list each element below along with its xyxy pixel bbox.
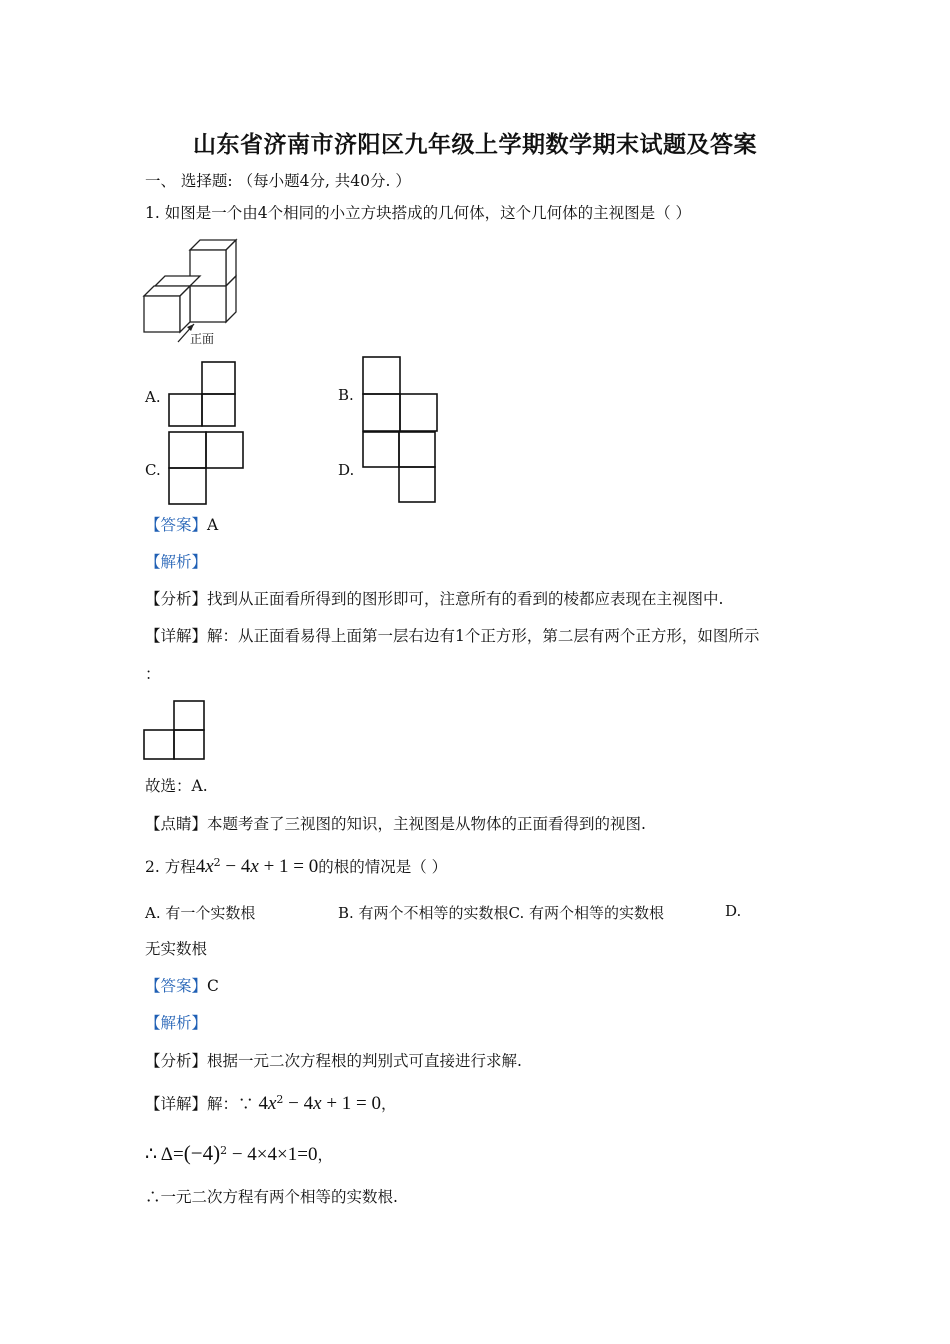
- q2-fenxi: [145, 1051, 522, 1071]
- q2-answer: [145, 976, 219, 996]
- q2-detail-prefix: 解：∵: [207, 1095, 254, 1113]
- q2-detail-rest-b: + 1 = 0: [321, 1093, 381, 1114]
- q2-delta-sup: 2: [220, 1143, 228, 1157]
- q2-detail-x: x: [267, 1093, 277, 1114]
- q2-detail-comma: ，: [381, 1095, 397, 1113]
- q2-analysis-tag: 【解析】: [145, 1014, 208, 1032]
- q1-detail-cont: ：: [145, 665, 161, 683]
- q2-detail-coef: 4: [258, 1093, 268, 1114]
- answer-tag: 【答案】: [145, 516, 208, 534]
- q2-delta-prefix: ∴ Δ=: [145, 1144, 184, 1165]
- q2-option-d: D.: [725, 902, 742, 920]
- q1-option-d-label: D.: [338, 461, 355, 479]
- q1-option-b-label: B.: [338, 386, 354, 404]
- q1-option-c-label: C.: [145, 461, 161, 479]
- q2-detail-sup: 2: [276, 1092, 284, 1106]
- q2-detail-x2: x: [313, 1093, 322, 1114]
- dianjing-text: 本题考查了三视图的知识，主视图是从物体的正面看得到的视图.: [207, 815, 646, 833]
- front-label: 正面: [190, 332, 215, 346]
- dianjing-tag: 【点睛】: [145, 815, 208, 833]
- q2-detail-rest-a: − 4: [283, 1093, 314, 1114]
- q2-eq-sup: 2: [213, 855, 221, 869]
- q1-option-d-figure: [362, 431, 438, 503]
- fenxi-tag: 【分析】: [145, 590, 208, 608]
- q2-delta-rest: − 4×4×1=0: [227, 1144, 318, 1165]
- q2-conclusion: ∴一元二次方程有两个相等的实数根.: [145, 1188, 398, 1206]
- q2-delta-comma: ，: [317, 1146, 333, 1164]
- q2-eq-x2: x: [250, 856, 259, 877]
- q2-stem-prefix: 2. 方程: [145, 858, 196, 876]
- q2-eq-coef: 4: [195, 856, 206, 877]
- q2-answer-tag: 【答案】: [145, 977, 208, 995]
- q2-detail-tag: 【详解】: [145, 1095, 208, 1113]
- q1-detail: [145, 626, 759, 646]
- section-heading: 一、 选择题: （每小题4分, 共40分. ）: [145, 172, 411, 190]
- q2-delta-paren: (−4): [183, 1141, 221, 1165]
- q1-option-a-figure: [168, 361, 238, 427]
- q1-fenxi: [145, 589, 723, 609]
- q1-stem: 1. 如图是一个由4个相同的小立方块搭成的几何体，这个几何体的主视图是（ ）: [145, 204, 692, 222]
- q2-option-b-c: B. 有两个不相等的实数根C. 有两个相等的实数根: [338, 904, 665, 922]
- q2-stem-suffix: 的根的情况是（ ）: [318, 858, 448, 876]
- fenxi-text: 找到从正面看所得到的图形即可，注意所有的看到的棱都应表现在主视图中.: [207, 590, 724, 608]
- q1-option-a-label: A.: [145, 388, 161, 406]
- q2-fenxi-text: 根据一元二次方程根的判别式可直接进行求解.: [207, 1052, 522, 1070]
- q2-detail: [145, 1094, 397, 1114]
- q1-solution-figure: [143, 700, 207, 762]
- q1-option-b-figure: [362, 356, 442, 432]
- q1-answer: [145, 515, 218, 535]
- q1-analysis-tag: 【解析】: [145, 553, 208, 571]
- page-title: 山东省济南市济阳区九年级上学期数学期末试题及答案: [193, 131, 757, 158]
- q2-option-a: A. 有一个实数根: [145, 904, 256, 922]
- q2-eq-x: x: [205, 856, 214, 877]
- detail-text: 解：从正面看易得上面第一层右边有1个正方形，第二层有两个正方形，如图所示: [207, 627, 760, 645]
- q2-eq-rest-b: + 1 = 0: [258, 856, 319, 877]
- q1-choose: 故选：A.: [145, 777, 208, 795]
- q2-option-d-cont: 无实数根: [145, 940, 208, 958]
- q2-fenxi-tag: 【分析】: [145, 1052, 208, 1070]
- q2-eq-rest-a: − 4: [220, 856, 251, 877]
- detail-tag: 【详解】: [145, 627, 208, 645]
- q2-answer-value: C: [207, 977, 219, 995]
- q1-dianjing: [145, 814, 646, 834]
- q2-stem: [145, 857, 447, 877]
- answer-value: A: [207, 516, 219, 534]
- q1-option-c-figure: [168, 431, 248, 505]
- q2-delta: [145, 1143, 333, 1165]
